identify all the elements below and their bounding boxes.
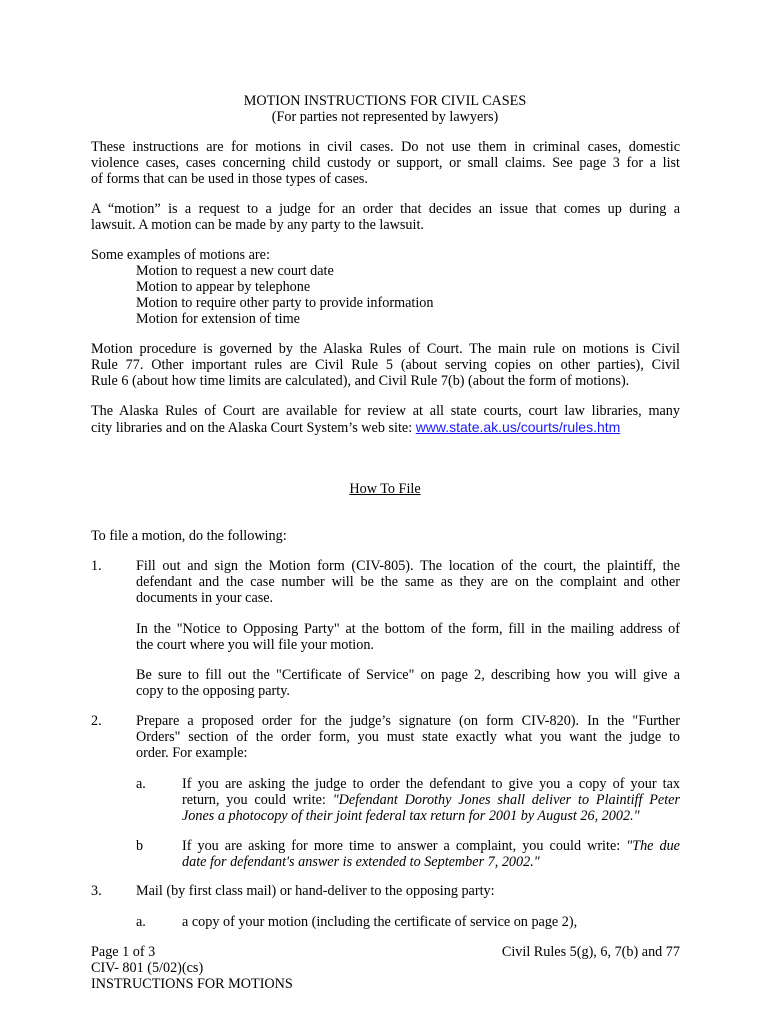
list-item: Motion to request a new court date: [136, 263, 334, 279]
examples-intro: Some examples of motions are:: [91, 247, 270, 263]
list-item: Motion for extension of time: [136, 311, 300, 327]
form-number: CIV- 801 (5/02)(cs): [91, 960, 204, 976]
step-2-text: Prepare a proposed order for the judge’s signature (on form CIV-820). In the "Further Orders" section of the order form, you must state exactly what you want the judge to order. For example:: [136, 713, 680, 761]
example-b-text: If you are asking for more time to answer a complaint, you could write: "The due date for defendant's answer is extended to September 7, 2002.": [182, 838, 680, 870]
examples-list: [136, 263, 433, 327]
list-item: Motion to appear by telephone: [136, 279, 311, 295]
title-line: MOTION INSTRUCTIONS FOR CIVIL CASES: [243, 93, 527, 109]
subtitle-line: (For parties not represented by lawyers): [271, 109, 499, 125]
page-title: [0, 93, 770, 125]
list-item: Motion to require other party to provide information: [136, 295, 434, 311]
step-3-text: Mail (by first class mail) or hand-deliver to the opposing party:: [136, 883, 495, 899]
page-number: Page 1 of 3: [91, 944, 156, 960]
step-number: 3.: [91, 883, 102, 899]
step-1-text: Fill out and sign the Motion form (CIV-805). The location of the court, the plaintiff, the defendant and the case number will be the same as they are on the complaint and other documents in your case.: [136, 558, 680, 606]
example-a-text: If you are asking the judge to order the defendant to give you a copy of your tax return, you could write: "Defendant Dorothy Jones shall deliver to Plaintiff Peter Jones a photocopy of their joint federal tax return for 2001 by August 26, 2002.": [182, 776, 680, 824]
step-number: 2.: [91, 713, 102, 729]
how-to-file-intro: To file a motion, do the following:: [91, 528, 287, 544]
example-a-label: a.: [136, 776, 146, 792]
footer-right: [400, 944, 680, 960]
step-number: 1.: [91, 558, 102, 574]
example-b-label: b: [136, 838, 144, 854]
step-1-notice-text: In the "Notice to Opposing Party" at the bottom of the form, fill in the mailing address of the court where you will file your motion.: [136, 621, 680, 653]
rules-paragraph: Motion procedure is governed by the Alaska Rules of Court. The main rule on motions is Civil Rule 77. Other important rules are Civil Rule 5 (about serving copies on other parties), Civil Rule 6 (about how time limits are calculated), and Civil Rule 7(b) (about the form of motions).: [91, 341, 680, 389]
intro-paragraph-2: A “motion” is a request to a judge for an order that decides an issue that comes up during a lawsuit. A motion can be made by any party to the lawsuit.: [91, 201, 680, 233]
rules-availability-paragraph: The Alaska Rules of Court are available for review at all state courts, court law libraries, many city libraries and on the Alaska Court System’s web site: www.state.ak.us/courts/rules.htm: [91, 403, 680, 436]
intro-paragraph-1: These instructions are for motions in civil cases. Do not use them in criminal cases, domestic violence cases, cases concerning child custody or support, or small claims. See page 3 for a list of forms that can be used in those types of cases.: [91, 139, 680, 187]
form-name: INSTRUCTIONS FOR MOTIONS: [91, 976, 293, 992]
step-3-a-label: a.: [136, 914, 146, 930]
rules-reference: Civil Rules 5(g), 6, 7(b) and 77: [501, 944, 680, 960]
rules-website-link[interactable]: www.state.ak.us/courts/rules.htm: [415, 419, 621, 435]
how-to-file-heading: How To File: [349, 481, 421, 497]
footer-left: [91, 944, 293, 992]
step-3-a-text: a copy of your motion (including the certificate of service on page 2),: [182, 914, 578, 930]
step-1-certificate-text: Be sure to fill out the "Certificate of Service" on page 2, describing how you will give a copy to the opposing party.: [136, 667, 680, 699]
